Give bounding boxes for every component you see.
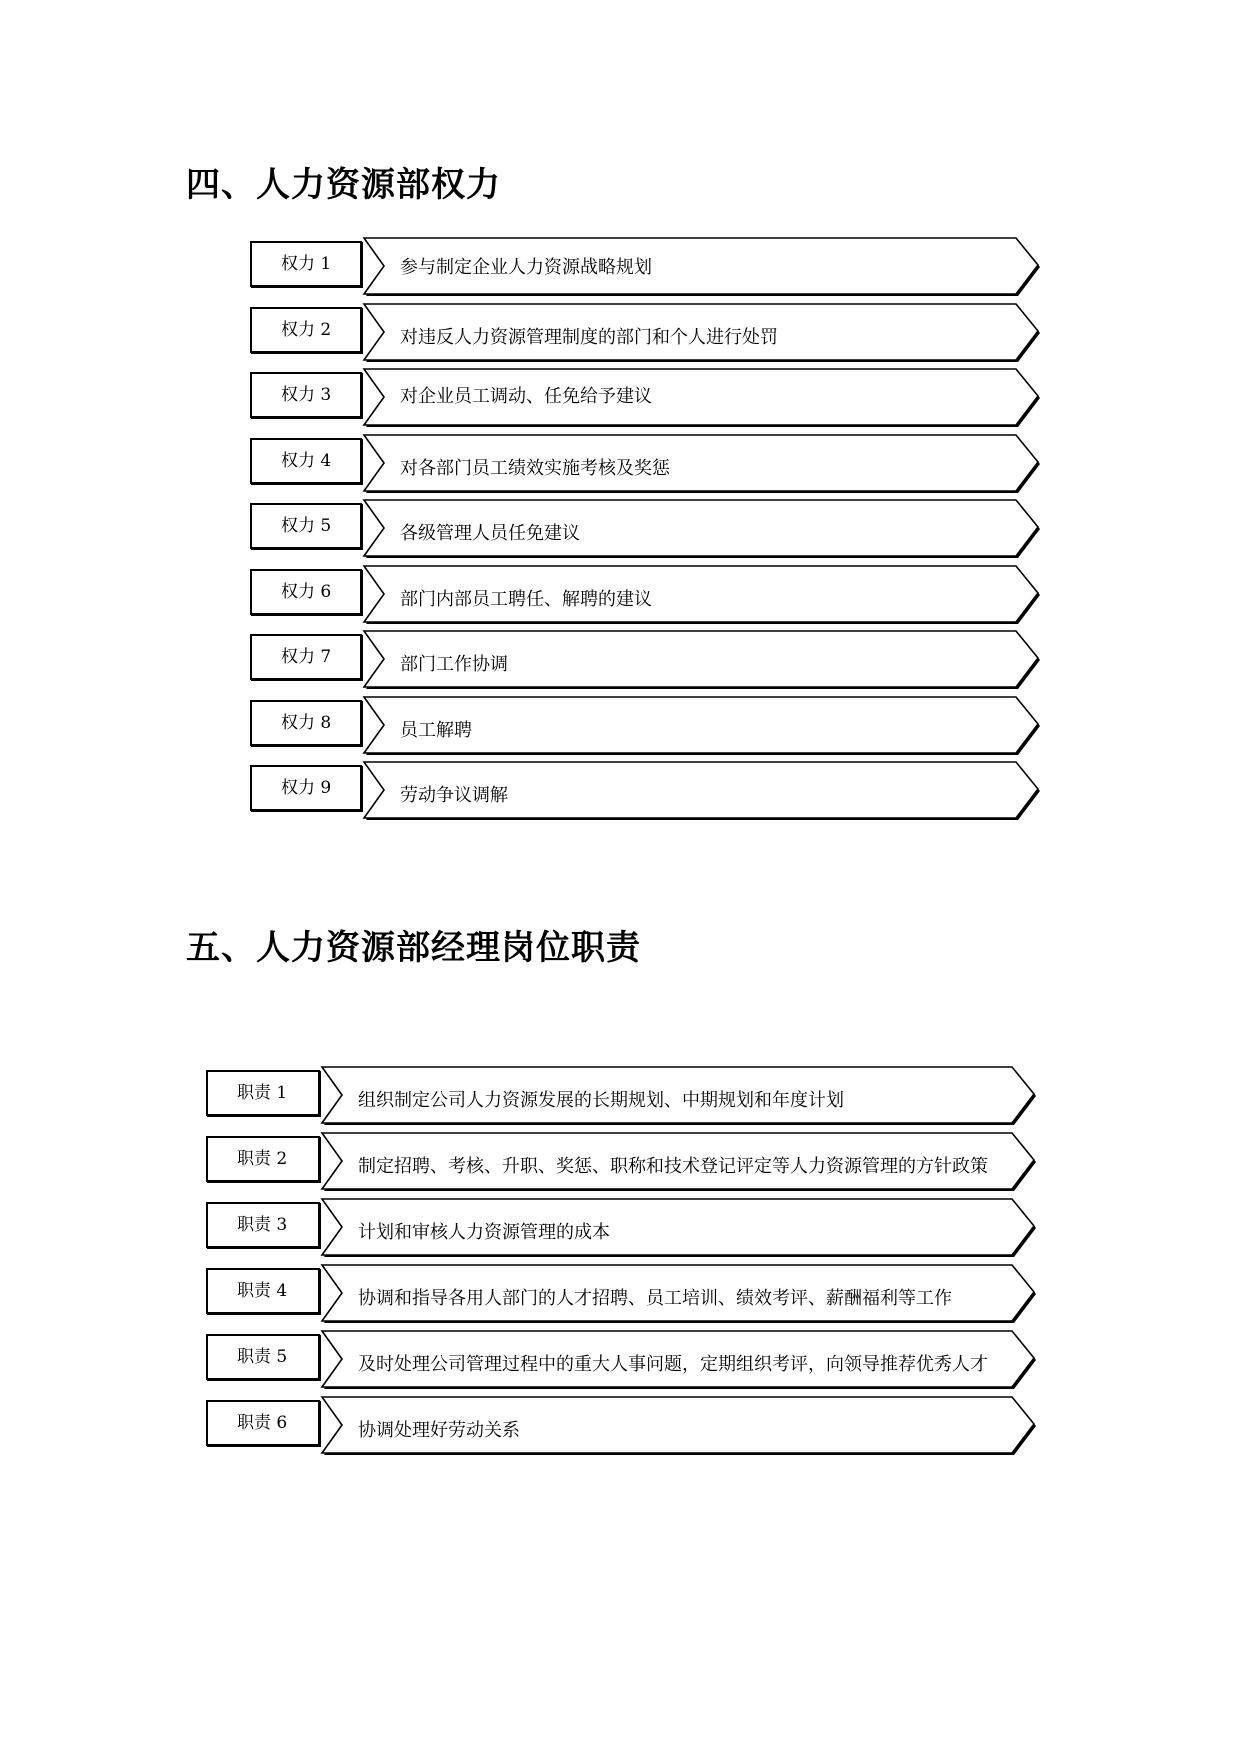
authority-row [250, 565, 1038, 621]
chevron-arrow-shape [250, 630, 1038, 690]
authority-description: 劳动争议调解 [400, 785, 508, 806]
authority-row [250, 630, 1038, 686]
authority-row [250, 434, 1038, 490]
responsibility-description: 组织制定公司人力资源发展的长期规划、中期规划和年度计划 [358, 1090, 844, 1111]
responsibility-row [206, 1132, 1034, 1188]
authority-label: 权力 8 [281, 712, 332, 733]
chevron-arrow-shape [250, 696, 1038, 756]
authority-label: 权力 7 [281, 647, 332, 667]
authority-description: 对违反人力资源管理制度的部门和个人进行处罚 [400, 326, 778, 348]
authority-label: 权力 1 [281, 254, 332, 274]
authority-description: 部门工作协调 [400, 654, 508, 675]
section-4-heading: 四、人力资源部权力 [186, 165, 501, 205]
authority-row [250, 368, 1038, 424]
responsibility-label: 职责 1 [237, 1083, 288, 1103]
chevron-arrow-shape [250, 499, 1038, 559]
responsibility-label: 职责 2 [237, 1149, 288, 1169]
authority-list [250, 237, 1040, 833]
authority-label: 权力 5 [281, 516, 332, 536]
responsibility-label: 职责 5 [237, 1347, 288, 1367]
section-5-heading: 五、人力资源部经理岗位职责 [186, 928, 641, 968]
responsibility-description: 制定招聘、考核、升职、奖惩、职称和技术登记评定等人力资源管理的方针政策 [358, 1156, 988, 1177]
responsibility-label: 职责 6 [237, 1413, 288, 1433]
chevron-arrow-shape [206, 1198, 1034, 1258]
authority-row [250, 696, 1038, 752]
authority-row [250, 303, 1038, 359]
authority-label: 权力 3 [281, 385, 332, 405]
responsibility-row [206, 1330, 1034, 1386]
authority-row [250, 237, 1038, 293]
responsibility-description: 计划和审核人力资源管理的成本 [358, 1222, 610, 1243]
responsibility-row [206, 1198, 1034, 1254]
authority-description: 部门内部员工聘任、解聘的建议 [400, 588, 652, 610]
authority-row [250, 499, 1038, 555]
authority-label: 权力 9 [281, 778, 332, 798]
responsibility-row [206, 1396, 1034, 1452]
authority-label: 权力 4 [281, 450, 332, 471]
authority-description: 对各部门员工绩效实施考核及奖惩 [400, 457, 670, 479]
responsibility-description: 及时处理公司管理过程中的重大人事问题，定期组织考评，向领导推荐优秀人才 [358, 1354, 988, 1375]
responsibility-row [206, 1264, 1034, 1320]
authority-description: 员工解聘 [400, 719, 472, 741]
responsibility-description: 协调处理好劳动关系 [358, 1420, 520, 1441]
responsibility-label: 职责 4 [237, 1281, 288, 1301]
responsibility-label: 职责 3 [237, 1215, 288, 1235]
chevron-arrow-shape [206, 1396, 1034, 1456]
authority-row [250, 761, 1038, 817]
authority-description: 对企业员工调动、任免给予建议 [400, 386, 652, 407]
responsibility-list [206, 1066, 1036, 1466]
authority-description: 参与制定企业人力资源战略规划 [400, 257, 652, 278]
responsibility-description: 协调和指导各用人部门的人才招聘、员工培训、绩效考评、薪酬福利等工作 [358, 1288, 952, 1309]
authority-label: 权力 6 [281, 581, 332, 602]
responsibility-row [206, 1066, 1034, 1122]
authority-label: 权力 2 [281, 319, 332, 340]
chevron-arrow-shape [250, 761, 1038, 821]
authority-description: 各级管理人员任免建议 [400, 523, 580, 544]
